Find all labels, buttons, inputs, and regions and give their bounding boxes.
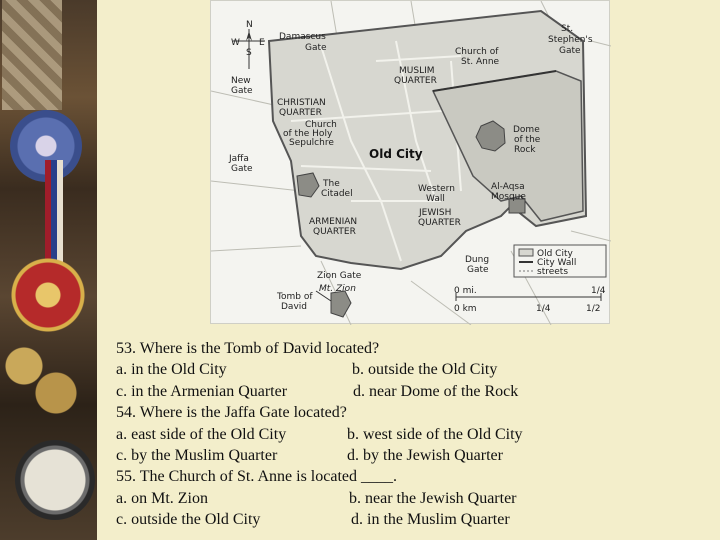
holy-sepulchre-label-2: of the Holy (283, 129, 333, 139)
question-55-row-1 (116, 488, 696, 509)
ribbon-decoration (45, 160, 63, 270)
scale-km-label: 0 km (454, 304, 477, 314)
tomb-of-david-shape (331, 291, 351, 317)
option-53b: b. outside the Old City (352, 361, 498, 379)
tomb-david-label-1: Tomb of (277, 292, 313, 302)
option-55b: b. near the Jewish Quarter (349, 489, 517, 507)
western-wall-label-2: Wall (426, 194, 445, 204)
map-svg (211, 1, 611, 325)
al-aqsa-label-1: Al-Aqsa (491, 182, 525, 192)
holy-sepulchre-label-3: Sepulchre (289, 138, 334, 148)
dung-gate-label-2: Gate (467, 265, 489, 275)
option-54c: c. by the Muslim Quarter (116, 446, 278, 464)
option-53a: a. in the Old City (116, 361, 227, 379)
st-stephens-label-2: Stephen's (548, 35, 593, 45)
st-stephens-label-1: St. (561, 24, 574, 34)
option-55d: d. in the Muslim Quarter (351, 511, 510, 529)
holy-sepulchre-label-1: Church (305, 120, 337, 130)
question-54-row-1 (116, 424, 696, 445)
armenian-quarter-label-1: ARMENIAN (309, 217, 358, 227)
coins-decoration (0, 330, 80, 420)
compass-e: E (259, 38, 265, 48)
jaffa-gate-label-1: Jaffa (229, 154, 249, 164)
scale-mi-label: 0 mi. (454, 286, 477, 296)
question-54-row-2 (116, 445, 696, 466)
scale-km-mark2: 1/2 (586, 304, 601, 314)
compass-rose (231, 20, 265, 69)
compass-decoration-icon (15, 440, 95, 520)
dice-decoration (2, 0, 62, 110)
dome-rock-label-1: Dome (513, 125, 540, 135)
option-55c: c. outside the Old City (116, 511, 261, 529)
compass-s: S (246, 48, 252, 58)
dome-rock-label-3: Rock (514, 145, 536, 155)
option-54a: a. east side of the Old City (116, 425, 287, 443)
new-gate-label-1: New (231, 76, 251, 86)
legend-streets: streets (537, 267, 569, 277)
st-stephens-label-3: Gate (559, 46, 581, 56)
church-st-anne-label-2: St. Anne (461, 57, 500, 67)
legend-city-wall: City Wall (537, 258, 577, 268)
old-city-map (210, 0, 610, 324)
option-53d: d. near Dome of the Rock (353, 382, 519, 400)
option-53c: c. in the Armenian Quarter (116, 382, 288, 400)
citadel-label-1: The (323, 179, 340, 189)
muslim-quarter-label-2: QUARTER (394, 76, 437, 86)
question-55: 55. The Church of St. Anne is located ____. (116, 468, 397, 486)
legend-old-city: Old City (537, 249, 573, 259)
cross-medal-icon (8, 255, 88, 335)
option-55a: a. on Mt. Zion (116, 489, 208, 507)
church-st-anne-label-1: Church of (455, 47, 499, 57)
quiz-questions (116, 338, 696, 531)
dung-gate-label-1: Dung (465, 255, 490, 265)
question-54: 54. Where is the Jaffa Gate located? (116, 404, 347, 422)
compass-n: N (246, 20, 253, 30)
compass-w: W (231, 38, 240, 48)
christian-quarter-label-2: QUARTER (279, 108, 322, 118)
jewish-quarter-label-1: JEWISH (419, 208, 452, 218)
dome-rock-label-2: of the (514, 135, 541, 145)
option-54d: d. by the Jewish Quarter (347, 446, 503, 464)
scale-bar (454, 286, 606, 314)
scale-km-mark1: 1/4 (536, 304, 551, 314)
old-city-label: Old City (369, 147, 423, 161)
option-54b: b. west side of the Old City (347, 425, 523, 443)
armenian-quarter-label-2: QUARTER (313, 227, 356, 237)
christian-quarter-label-1: CHRISTIAN (277, 98, 326, 108)
zion-gate-label: Zion Gate (317, 271, 362, 281)
map-legend (514, 245, 606, 277)
mt-zion-label: Mt. Zion (319, 284, 356, 294)
decorative-photo-strip (0, 0, 97, 540)
muslim-quarter-label-1: MUSLIM (399, 66, 435, 76)
question-53-row-2 (116, 381, 696, 402)
question-53: 53. Where is the Tomb of David located? (116, 340, 380, 357)
western-wall-label-1: Western (418, 184, 455, 194)
jewish-quarter-label-2: QUARTER (418, 218, 461, 228)
question-55-row-2 (116, 509, 696, 530)
question-53-row-1 (116, 359, 696, 380)
citadel-label-2: Citadel (321, 189, 353, 199)
new-gate-label-2: Gate (231, 86, 253, 96)
al-aqsa-label-2: Mosque (491, 192, 526, 202)
damascus-gate-label-1: Damascus (279, 32, 326, 42)
jaffa-gate-label-2: Gate (231, 164, 253, 174)
scale-mi-mark: 1/4 (591, 286, 606, 296)
tomb-david-label-2: David (281, 302, 307, 312)
damascus-gate-label-2: Gate (305, 43, 327, 53)
